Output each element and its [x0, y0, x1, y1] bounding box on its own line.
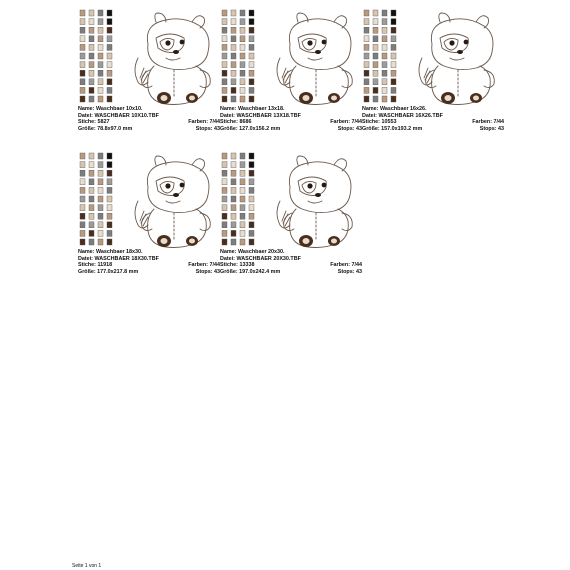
color-swatch: [89, 87, 94, 93]
color-swatch: [249, 70, 254, 76]
color-swatch: [107, 213, 112, 219]
page-footer: Seite 1 von 1: [72, 563, 102, 569]
color-swatch: [240, 36, 245, 42]
color-swatch: [107, 153, 112, 159]
color-swatch: [107, 53, 112, 59]
color-swatch: [222, 222, 227, 228]
color-swatch: [98, 44, 103, 50]
color-swatch: [364, 36, 369, 42]
color-swatch: [240, 170, 245, 176]
color-swatch: [382, 44, 387, 50]
design-info: Name: Waschbaer 20x30. Datei: WASCHBAER 20X30.TBF Stiche: 13338 Farben: 7/44 Größe: 197.0x242.4 mm Stops: 43: [220, 249, 362, 275]
color-swatch: [240, 87, 245, 93]
color-swatch: [240, 187, 245, 193]
color-swatch: [98, 36, 103, 42]
color-swatch: [364, 79, 369, 85]
color-swatch: [231, 62, 236, 68]
color-swatch: [249, 62, 254, 68]
color-swatch: [231, 196, 236, 202]
color-swatch: [98, 205, 103, 211]
design-name: Waschbaer 20x30.: [237, 249, 285, 255]
design-stitches: 8686: [239, 119, 252, 125]
color-swatch: [98, 153, 103, 159]
color-swatch: [80, 96, 85, 102]
color-swatch: [364, 44, 369, 50]
color-swatch: [222, 62, 227, 68]
color-swatch: [249, 196, 254, 202]
color-swatch: [231, 19, 236, 25]
color-swatch: [80, 70, 85, 76]
color-swatch: [240, 96, 245, 102]
color-swatch: [80, 239, 85, 245]
color-swatch: [222, 162, 227, 168]
color-swatch: [240, 44, 245, 50]
design-name: Waschbaer 16x26.: [379, 106, 427, 112]
color-swatch: [240, 205, 245, 211]
color-swatch: [80, 187, 85, 193]
color-swatch: [231, 10, 236, 16]
raccoon-illustration: [410, 8, 502, 108]
color-swatch: [89, 10, 94, 16]
color-swatch: [240, 179, 245, 185]
color-swatch: [373, 36, 378, 42]
color-swatch: [231, 170, 236, 176]
color-swatch: [240, 230, 245, 236]
color-swatch: [80, 170, 85, 176]
color-swatch: [222, 70, 227, 76]
design-stops: 43: [214, 125, 220, 132]
color-swatch: [373, 79, 378, 85]
color-swatch: [98, 162, 103, 168]
color-swatch: [240, 70, 245, 76]
color-swatch: [364, 70, 369, 76]
color-swatch: [80, 10, 85, 16]
color-swatch: [98, 196, 103, 202]
color-swatch: [391, 62, 396, 68]
color-swatch: [373, 53, 378, 59]
color-swatch: [89, 179, 94, 185]
color-swatch: [240, 162, 245, 168]
color-swatch: [107, 170, 112, 176]
design-file: WASCHBAER 13X18.TBF: [236, 112, 301, 119]
color-swatch: [107, 19, 112, 25]
color-swatch: [80, 79, 85, 85]
color-swatch: [80, 196, 85, 202]
design-size: 127.0x156.2 mm: [239, 125, 281, 132]
color-swatch: [240, 10, 245, 16]
color-swatch: [107, 205, 112, 211]
design-name: Waschbaer 13x18.: [237, 106, 285, 112]
color-swatch: [107, 187, 112, 193]
design-preview: [220, 8, 362, 108]
color-swatch: [80, 44, 85, 50]
color-swatch: [249, 36, 254, 42]
color-swatch: [249, 96, 254, 102]
color-swatch: [222, 170, 227, 176]
color-swatch: [249, 239, 254, 245]
color-swatch: [89, 196, 94, 202]
color-swatch: [89, 19, 94, 25]
color-swatch: [98, 70, 103, 76]
color-swatch: [98, 62, 103, 68]
raccoon-illustration: [126, 8, 218, 108]
design-size: 177.0x217.8 mm: [97, 268, 139, 275]
design-file: WASCHBAER 10X10.TBF: [94, 112, 159, 119]
color-swatch: [107, 44, 112, 50]
design-file: WASCHBAER 16X26.TBF: [378, 112, 443, 119]
design-colors: 7/44: [209, 262, 220, 268]
color-swatch: [89, 239, 94, 245]
color-swatch: [364, 10, 369, 16]
color-swatch: [107, 162, 112, 168]
color-swatch: [391, 53, 396, 59]
color-swatch: [373, 62, 378, 68]
color-swatch: [249, 10, 254, 16]
color-swatch: [382, 36, 387, 42]
color-swatch: [107, 87, 112, 93]
color-swatch: [80, 87, 85, 93]
color-swatch: [89, 222, 94, 228]
color-swatch: [382, 62, 387, 68]
color-swatch: [89, 79, 94, 85]
color-swatch: [373, 70, 378, 76]
design-size: 157.0x193.2 mm: [381, 125, 423, 132]
color-swatch: [98, 53, 103, 59]
design-info: Name: Waschbaer 13x18. Datei: WASCHBAER 13X18.TBF Stiche: 8686 Farben: 7/44 Größe: 127.0x156.2 mm Stops: 43: [220, 106, 362, 132]
design-name: Waschbaer 18x30.: [95, 249, 143, 255]
color-swatch: [80, 230, 85, 236]
color-swatch: [382, 19, 387, 25]
color-swatch: [249, 44, 254, 50]
color-swatch: [222, 36, 227, 42]
color-swatch: [240, 19, 245, 25]
color-swatch: [231, 162, 236, 168]
design-colors: 7/44: [351, 262, 362, 268]
raccoon-illustration: [268, 151, 360, 251]
color-swatch: [373, 27, 378, 33]
color-swatch: [107, 230, 112, 236]
color-swatch: [391, 44, 396, 50]
color-swatch: [249, 222, 254, 228]
color-swatch: [107, 70, 112, 76]
color-swatch: [80, 222, 85, 228]
color-swatch: [249, 19, 254, 25]
color-swatch: [80, 53, 85, 59]
design-preview: [220, 151, 362, 251]
design-colors: 7/44: [209, 119, 220, 125]
color-swatch: [373, 10, 378, 16]
color-swatch: [364, 53, 369, 59]
color-swatch: [89, 53, 94, 59]
color-swatch: [107, 79, 112, 85]
color-swatch: [231, 230, 236, 236]
design-colors: 7/44: [493, 119, 504, 125]
color-swatch: [391, 27, 396, 33]
color-swatch: [249, 27, 254, 33]
color-swatch: [231, 213, 236, 219]
color-swatch: [364, 27, 369, 33]
color-swatch: [222, 10, 227, 16]
color-swatch: [89, 230, 94, 236]
color-swatch: [80, 213, 85, 219]
color-swatch: [80, 153, 85, 159]
design-info: Name: Waschbaer 10x10. Datei: WASCHBAER 10X10.TBF Stiche: 5827 Farben: 7/44 Größe: 78.8x97.0 mm Stops: 43: [78, 106, 220, 132]
color-swatch: [231, 36, 236, 42]
color-swatch: [231, 153, 236, 159]
color-swatch: [80, 162, 85, 168]
color-swatch: [89, 27, 94, 33]
color-swatch: [107, 96, 112, 102]
color-swatch: [249, 230, 254, 236]
color-swatch: [89, 162, 94, 168]
color-swatch: [391, 79, 396, 85]
design-stitches: 5827: [97, 119, 110, 125]
color-swatch: [80, 19, 85, 25]
color-swatch: [107, 179, 112, 185]
color-swatch: [231, 44, 236, 50]
color-swatch: [382, 70, 387, 76]
color-swatch: [249, 162, 254, 168]
color-swatch: [222, 87, 227, 93]
color-swatch: [107, 62, 112, 68]
design-stitches: 11918: [97, 262, 113, 268]
design-stops: 43: [356, 125, 362, 132]
color-swatch: [222, 205, 227, 211]
color-swatch: [107, 196, 112, 202]
color-swatch: [107, 27, 112, 33]
color-swatch: [240, 222, 245, 228]
color-swatch: [240, 53, 245, 59]
color-swatch: [249, 87, 254, 93]
color-swatch: [222, 53, 227, 59]
color-swatch: [240, 213, 245, 219]
color-swatch: [222, 187, 227, 193]
color-swatch: [89, 170, 94, 176]
color-swatch: [240, 79, 245, 85]
color-swatch: [231, 239, 236, 245]
color-swatch: [80, 62, 85, 68]
color-swatch: [89, 213, 94, 219]
color-swatch: [89, 153, 94, 159]
color-swatch: [382, 10, 387, 16]
color-swatch: [382, 87, 387, 93]
color-swatch: [89, 44, 94, 50]
design-file: WASCHBAER 18X30.TBF: [94, 255, 159, 262]
color-swatch: [98, 230, 103, 236]
color-swatch: [89, 36, 94, 42]
color-swatch: [98, 239, 103, 245]
color-swatch: [231, 187, 236, 193]
color-swatch: [98, 87, 103, 93]
design-colors: 7/44: [351, 119, 362, 125]
color-swatch: [382, 79, 387, 85]
color-swatch: [249, 205, 254, 211]
color-swatch: [98, 213, 103, 219]
design-stops: 43: [498, 125, 504, 132]
color-swatch: [222, 213, 227, 219]
color-swatch: [80, 27, 85, 33]
color-swatch: [222, 153, 227, 159]
color-swatch: [222, 230, 227, 236]
color-swatch: [222, 196, 227, 202]
color-swatch: [222, 19, 227, 25]
design-stops: 43: [214, 268, 220, 275]
color-swatch: [231, 53, 236, 59]
color-swatch: [107, 239, 112, 245]
color-swatch: [249, 187, 254, 193]
color-swatch: [98, 222, 103, 228]
color-swatch: [382, 96, 387, 102]
color-swatch: [222, 96, 227, 102]
color-swatch: [107, 10, 112, 16]
color-swatch: [240, 196, 245, 202]
color-swatch: [391, 10, 396, 16]
color-swatch: [89, 62, 94, 68]
color-swatch: [89, 187, 94, 193]
design-stitches: 10553: [381, 119, 397, 125]
color-swatch: [231, 179, 236, 185]
color-swatch: [249, 179, 254, 185]
design-preview: [362, 8, 504, 108]
color-swatch: [364, 87, 369, 93]
color-swatch: [98, 179, 103, 185]
design-stitches: 13338: [239, 262, 255, 268]
color-swatch: [373, 19, 378, 25]
design-file: WASCHBAER 20X30.TBF: [236, 255, 301, 262]
color-swatch: [240, 27, 245, 33]
color-swatch: [222, 79, 227, 85]
color-swatch: [391, 19, 396, 25]
color-swatch: [222, 239, 227, 245]
color-swatch: [249, 213, 254, 219]
color-swatch: [222, 27, 227, 33]
color-swatch: [89, 96, 94, 102]
color-swatch: [240, 62, 245, 68]
color-swatch: [382, 27, 387, 33]
color-swatch: [373, 87, 378, 93]
color-swatch: [249, 79, 254, 85]
raccoon-illustration: [126, 151, 218, 251]
color-swatch: [231, 222, 236, 228]
color-swatch: [89, 70, 94, 76]
color-swatch: [231, 87, 236, 93]
color-swatch: [391, 36, 396, 42]
color-swatch: [98, 187, 103, 193]
color-swatch: [231, 79, 236, 85]
color-swatch: [373, 44, 378, 50]
color-swatch: [364, 62, 369, 68]
raccoon-illustration: [268, 8, 360, 108]
color-swatch: [98, 10, 103, 16]
design-preview: [78, 151, 220, 251]
color-swatch: [249, 170, 254, 176]
color-swatch: [89, 205, 94, 211]
color-swatch: [98, 79, 103, 85]
color-swatch: [222, 44, 227, 50]
color-swatch: [391, 70, 396, 76]
color-swatch: [231, 96, 236, 102]
color-swatch: [373, 96, 378, 102]
color-swatch: [240, 239, 245, 245]
color-swatch: [240, 153, 245, 159]
color-swatch: [80, 179, 85, 185]
color-swatch: [382, 53, 387, 59]
color-swatch: [231, 70, 236, 76]
color-swatch: [249, 53, 254, 59]
color-swatch: [98, 170, 103, 176]
design-size: 78.8x97.0 mm: [97, 125, 133, 132]
design-preview: [78, 8, 220, 108]
color-swatch: [222, 179, 227, 185]
color-swatch: [80, 205, 85, 211]
design-info: Name: Waschbaer 16x26. Datei: WASCHBAER 16X26.TBF Stiche: 10553 Farben: 7/44 Größe: 157.0x193.2 mm Stops: 43: [362, 106, 504, 132]
design-info: Name: Waschbaer 18x30. Datei: WASCHBAER 18X30.TBF Stiche: 11918 Farben: 7/44 Größe: 177.0x217.8 mm Stops: 43: [78, 249, 220, 275]
color-swatch: [249, 153, 254, 159]
color-swatch: [107, 222, 112, 228]
color-swatch: [98, 19, 103, 25]
color-swatch: [364, 96, 369, 102]
color-swatch: [391, 87, 396, 93]
color-swatch: [98, 96, 103, 102]
color-swatch: [107, 36, 112, 42]
design-size: 197.0x242.4 mm: [239, 268, 281, 275]
color-swatch: [391, 96, 396, 102]
color-swatch: [231, 205, 236, 211]
design-name: Waschbaer 10x10.: [95, 106, 143, 112]
color-swatch: [231, 27, 236, 33]
color-swatch: [364, 19, 369, 25]
design-stops: 43: [356, 268, 362, 275]
color-swatch: [98, 27, 103, 33]
color-swatch: [80, 36, 85, 42]
